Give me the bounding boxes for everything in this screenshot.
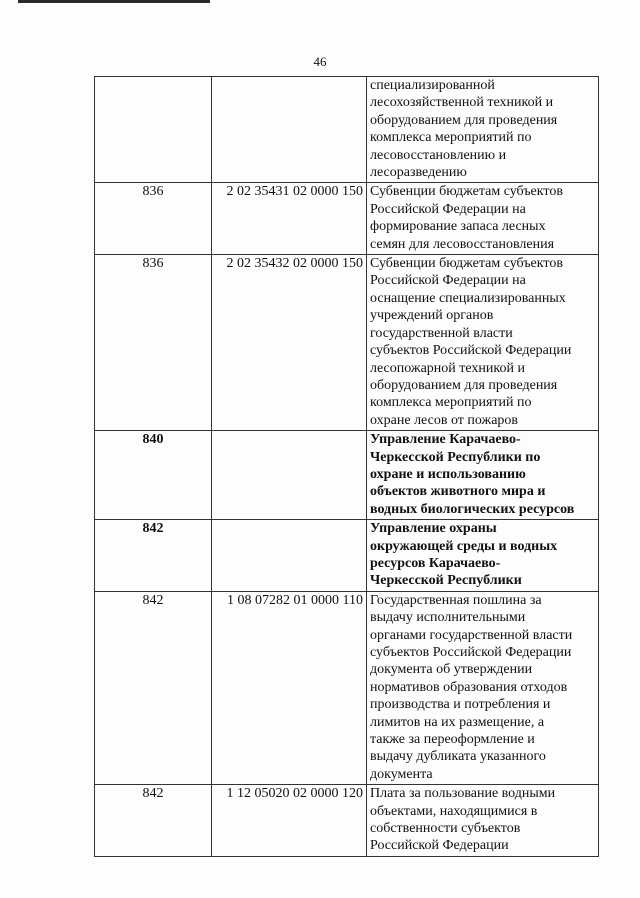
budget-classification-code-cell bbox=[212, 520, 367, 592]
revenue-name-line: водных биологических ресурсов bbox=[370, 501, 575, 517]
table-row bbox=[95, 785, 599, 857]
budget-classification-code-cell: 1 12 05020 02 0000 120 bbox=[212, 785, 367, 857]
administrator-code-cell: 842 bbox=[95, 520, 212, 592]
revenue-name-line: нормативов образования отходов bbox=[370, 679, 568, 695]
revenue-name-line: ресурсов Карачаево- bbox=[370, 555, 501, 571]
revenue-name-line: документа об утверждении bbox=[370, 662, 533, 678]
table-row bbox=[95, 591, 599, 784]
revenue-name-line: лесопожарной техникой и bbox=[370, 360, 525, 376]
revenue-name-cell bbox=[367, 77, 599, 183]
revenue-name-line: органами государственной власти bbox=[370, 627, 573, 643]
revenue-name-line: оснащение специализированных bbox=[370, 290, 566, 306]
revenue-name-line: Субвенции бюджетам субъектов bbox=[370, 256, 563, 272]
revenue-name-line: выдачу исполнительными bbox=[370, 610, 526, 626]
revenue-name-line: Российской Федерации на bbox=[370, 201, 526, 217]
revenue-name-line: охране и использованию bbox=[370, 466, 526, 482]
revenue-name-line: государственной власти bbox=[370, 325, 513, 341]
administrator-code-cell: 840 bbox=[95, 431, 212, 520]
revenue-name-line: субъектов Российской Федерации bbox=[370, 343, 572, 359]
revenue-name-line: Государственная пошлина за bbox=[370, 592, 542, 608]
page-number: 46 bbox=[313, 54, 327, 69]
revenue-name-line: лесовосстановлению и bbox=[370, 147, 507, 163]
budget-classification-code-cell bbox=[212, 77, 367, 183]
table-row bbox=[95, 520, 599, 592]
revenue-name-line: лесоразведению bbox=[370, 165, 467, 181]
revenue-name-cell bbox=[367, 431, 599, 520]
budget-classification-code-cell: 2 02 35431 02 0000 150 bbox=[212, 183, 367, 255]
revenue-name-line: документа bbox=[370, 766, 433, 782]
revenue-name-line: объектами, находящимися в bbox=[370, 803, 538, 819]
revenue-name-line: собственности субъектов bbox=[370, 821, 521, 837]
revenue-name-cell bbox=[367, 785, 599, 857]
revenue-name-line: семян для лесовосстановления bbox=[370, 236, 555, 252]
revenue-name-line: лесохозяйственной техникой и bbox=[370, 95, 554, 111]
top-rule bbox=[18, 0, 210, 3]
revenue-name-cell bbox=[367, 183, 599, 255]
revenue-name-line: лимитов на их размещение, а bbox=[370, 714, 545, 730]
revenue-name-line: производства и потребления и bbox=[370, 697, 551, 713]
revenue-name-cell bbox=[367, 255, 599, 431]
administrator-code-cell: 842 bbox=[95, 785, 212, 857]
revenue-name-line: охране лесов от пожаров bbox=[370, 412, 519, 428]
revenue-name-line: также за переоформление и bbox=[370, 732, 535, 748]
revenue-name-line: оборудованием для проведения bbox=[370, 377, 558, 393]
administrator-code-cell: 842 bbox=[95, 591, 212, 784]
revenue-name-line: Управление охраны bbox=[370, 521, 497, 537]
revenue-name-line: комплекса мероприятий по bbox=[370, 130, 532, 146]
administrator-code-cell bbox=[95, 77, 212, 183]
revenue-name-line: оборудованием для проведения bbox=[370, 112, 558, 128]
administrator-code-cell: 836 bbox=[95, 255, 212, 431]
revenue-name-line: субъектов Российской Федерации bbox=[370, 645, 572, 660]
administrator-code-cell: 836 bbox=[95, 183, 212, 255]
revenue-name-line: формирование запаса лесных bbox=[370, 219, 546, 235]
table-body bbox=[95, 77, 599, 857]
revenue-name-line: Российской Федерации на bbox=[370, 273, 526, 289]
budget-classification-code-cell bbox=[212, 431, 367, 520]
revenue-name-line: Субвенции бюджетам субъектов bbox=[370, 184, 563, 200]
revenue-name-line: Черкесской Республики по bbox=[370, 449, 541, 465]
revenue-name-line: специализированной bbox=[370, 78, 495, 93]
revenue-name-cell bbox=[367, 520, 599, 592]
budget-codes-table bbox=[94, 76, 599, 857]
table-row bbox=[95, 77, 599, 183]
revenue-name-line: Черкесской Республики bbox=[370, 573, 522, 589]
revenue-name-line: окружающей среды и водных bbox=[370, 538, 558, 554]
revenue-name-line: Российской Федерации bbox=[370, 838, 509, 854]
revenue-name-line: Управление Карачаево- bbox=[370, 432, 521, 448]
revenue-name-line: учреждений органов bbox=[370, 308, 494, 324]
budget-classification-code-cell: 2 02 35432 02 0000 150 bbox=[212, 255, 367, 431]
budget-classification-code-cell: 1 08 07282 01 0000 110 bbox=[212, 591, 367, 784]
table-row bbox=[95, 431, 599, 520]
table-row bbox=[95, 183, 599, 255]
table-row bbox=[95, 255, 599, 431]
revenue-name-line: выдачу дубликата указанного bbox=[370, 749, 546, 765]
revenue-name-line: Плата за пользование водными bbox=[370, 786, 556, 802]
revenue-name-line: объектов животного мира и bbox=[370, 484, 546, 500]
revenue-name-cell bbox=[367, 591, 599, 784]
revenue-name-line: комплекса мероприятий по bbox=[370, 395, 532, 411]
